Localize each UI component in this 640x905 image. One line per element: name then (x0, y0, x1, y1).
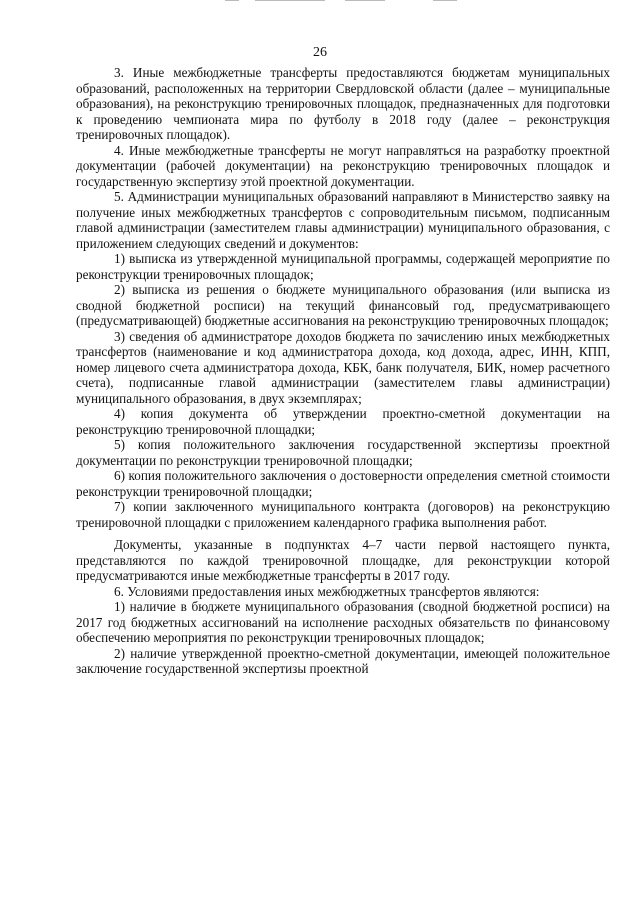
subitem-5-7: 7) копии заключенного муниципального контракта (договоров) на реконструкцию тренировочной площадки с приложением календарного графика выполнения работ. (76, 499, 610, 530)
subitem-5-1: 1) выписка из утвержденной муниципальной программы, содержащей мероприятие по реконструкции тренировочных площадок; (76, 251, 610, 282)
paragraph-item-4: 4. Иные межбюджетные трансферты не могут направляться на разработку проектной документации (рабочей документации) на реконструкцию тренировочных площадок и государственную экспертизу этой проектной документации. (76, 142, 610, 189)
documents-note-paragraph: Документы, указанные в подпунктах 4–7 части первой настоящего пункта, представляются по каждой тренировочной площадке, для реконструкции которой предусматриваются иные межбюджетные трансферты в 2017 году. (76, 537, 610, 583)
paragraph-item-5: 5. Администрации муниципальных образований направляют в Министерство заявку на получение иных межбюджетных трансфертов с сопроводительным письмом, подписанным главой администрации (заместителем главы администрации) муниципального образования, с приложением следующих сведений и документов: (76, 189, 610, 251)
document-body (76, 65, 610, 677)
subitem-5-4: 4) копия документа об утверждении проектно-сметной документации на реконструкцию тренировочной площадки; (76, 406, 610, 437)
subitem-6-2: 2) наличие утвержденной проектно-сметной документации, имеющей положительное заключение государственной экспертизы проектной (76, 645, 610, 676)
scan-artifact-marks (225, 0, 465, 3)
subitem-5-3: 3) сведения об администраторе доходов бюджета по зачислению иных межбюджетных трансфертов (наименование и код администратора дохода, код дохода, адрес, ИНН, КПП, номер лицевого счета администратора дохода, КБК, банк получателя, БИК, номер расчетного счета), подписанные главой администрации (заместителем главы администрации) муниципального образования, в двух экземплярах; (76, 328, 610, 406)
paragraph-item-6: 6. Условиями предоставления иных межбюджетных трансфертов являются: (114, 583, 540, 599)
subitem-5-6: 6) копия положительного заключения о достоверности определения сметной стоимости реконструкции тренировочной площадки; (76, 468, 610, 499)
subitem-6-1: 1) наличие в бюджете муниципального образования (сводной бюджетной росписи) на 2017 год бюджетных ассигнований на исполнение расходных обязательств по финансовому обеспечению мероприятия по реконструкции тренировочных площадок; (76, 599, 610, 645)
subitem-5-5: 5) копия положительного заключения государственной экспертизы проектной документации по реконструкции тренировочной площадки; (76, 437, 610, 468)
paragraph-item-3: 3. Иные межбюджетные трансферты предоставляются бюджетам муниципальных образований, расположенных на территории Свердловской области (далее – муниципальные образования), на реконструкцию тренировочных площадок, предназначенных для подготовки к проведению чемпионата мира по футболу в 2018 году (далее – реконструкция тренировочных площадок). (76, 65, 610, 142)
page-number: 26 (313, 45, 327, 60)
subitem-5-2: 2) выписка из решения о бюджете муниципального образования (или выписка из сводной бюджетной росписи) на текущий финансовый год, предусматривающего (предусматривающей) бюджетные ассигнования на реконструкцию тренировочных площадок; (76, 282, 610, 328)
